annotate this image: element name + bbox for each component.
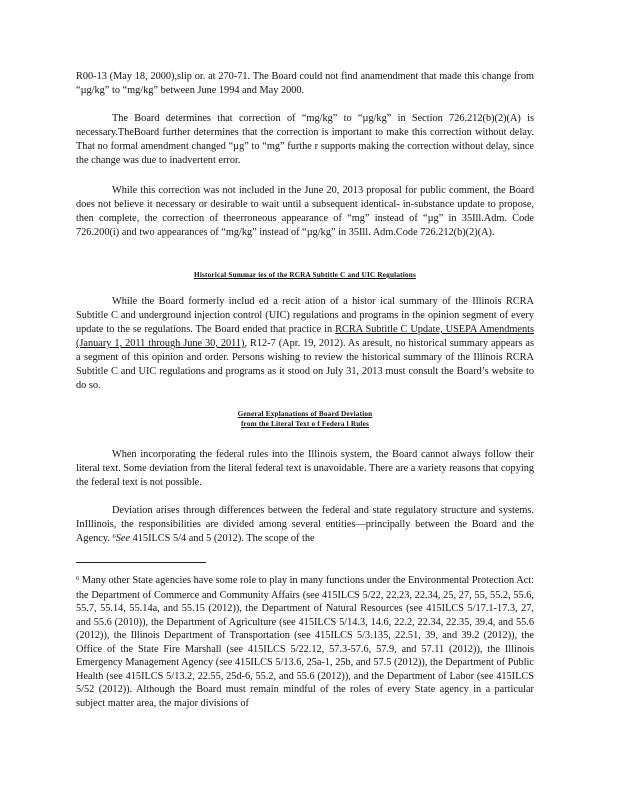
- footnote-text: Many other State agencies have some role to play in many functions under the Environmental Protection Act: the Department of Commerce and Community Affairs (see 415ILCS 5/22, 22.23, 22.34, 25, 27, 55, 55.2, 55.6, 55.7, 55.14, 55.14a, and 55.15 (2012)), the Department of Natural Resources (see 415ILCS 5/17.1-17.3, 27, and 55.6 (2010)), the Department of Agriculture (see 415ILCS 5/14.3, 14.6, 22.2, 22.34, 22.35, 39.4, and 55.6 (2012)), the Illinois Department of Transportation (see 415ILCS 5/3.135, 22.51, 39, and 39.2 (2012)), the Office of the State Fire Marshall (see 415ILCS 5/22.12, 57.3-57.6, 57.9, and 57.11 (2012)), the Illinois Emergency Management Agency (see 415ILCS 5/13.6, 25a-1, 25b, and 57.5 (2012)), the Department of Public Health (see 415ILCS 5/13.2, 22.55, 25d-6, 55.2, and 55.6 (2012)), and the Department of Labor (see 415ILCS 5/52 (2012)). Although the Board must remain mindful of the roles of every State agency in a particular subject matter area, the major divisions of: [76, 575, 534, 709]
- see-signal: See: [115, 533, 131, 544]
- paragraph-correction-timing: While this correction was not included in the June 20, 2013 proposal for public comment, the Board does not believe it necessary or desirable to wait until a subsequent identical- in-substance update to propose, then complete, the correction of theerroneous appearance of “mg” instead of “µg” in 35Ill.Adm. Code 726.200(i) and two appearances of “mg/kg” instead of “µg/kg” in 35Ill. Adm.Code 726.212(b)(2)(A).: [76, 185, 534, 238]
- footnote-divider: [76, 562, 206, 563]
- footnote-6: [76, 574, 534, 710]
- paragraph-text-before: Deviation arises through differences between the federal and state regulatory structure and systems. InIllinois, the responsibilities are divided among several entities—principally between the Board and the Agency.: [76, 505, 534, 544]
- paragraph-incorporating-federal-rules: When incorporating the federal rules into the Illinois system, the Board cannot always follow their literal text. Some deviation from the literal federal text is unavoidable. There are a variety reasons that copying the federal text is not possible.: [76, 449, 534, 488]
- paragraph-citation-continuation: R00-13 (May 18, 2000),slip or. at 270-71. The Board could not find anamendment that made this change from “µg/kg” to “mg/kg” between June 1994 and May 2000.: [76, 71, 534, 96]
- footnote-number: 6: [76, 575, 80, 582]
- footnote-reference[interactable]: 6: [112, 533, 116, 540]
- case-citation-link[interactable]: RCRA Subtitle C Update, USEPA Amendments (January 1, 2011 through June 30, 2011): [76, 324, 535, 349]
- paragraph-text-before: While the Board formerly includ ed a recit ation of a histor ical summary of the Illinois RCRA Subtitle C and underground injection control (UIC) regulations and programs in the opinion segment of every update to the se regulations. The Board ended that practice in: [76, 296, 534, 335]
- paragraph-text-after: 415ILCS 5/4 and 5 (2012). The scope of the: [130, 533, 315, 544]
- paragraph-deviation-arises: [76, 504, 534, 547]
- paragraph-correction-determination: The Board determines that correction of “mg/kg” to “µg/kg” in Section 726.212(b)(2)(A) is necessary.TheBoard further determines that the correction is important to make this correction without delay. That no formal amendment changed “µg” to “mg” furthe r supports making the correction without delay, since the change was due to inadvertent error.: [76, 113, 534, 166]
- paragraph-text-after: , R12-7 (Apr. 19, 2012). As aresult, no historical summary appears as a segment of this opinion and order. Persons wishing to review the historical summary of the Illinois RCRA Subtitle C and UIC regulations and programs as it stood on July 31, 2013 must consult the Board’s website to do so.: [76, 338, 535, 391]
- heading-text: Historical Summar ies of the RCRA Subtitle C and UIC Regulations: [194, 271, 416, 279]
- heading-line-1: General Explanations of Board Deviation: [237, 410, 373, 418]
- heading-line-2: from the Literal Text o f Federa l Rules: [240, 420, 370, 428]
- section-heading-historical-summaries: [76, 270, 534, 280]
- paragraph-historical-summary: [76, 295, 534, 393]
- section-heading-deviation: [76, 409, 534, 429]
